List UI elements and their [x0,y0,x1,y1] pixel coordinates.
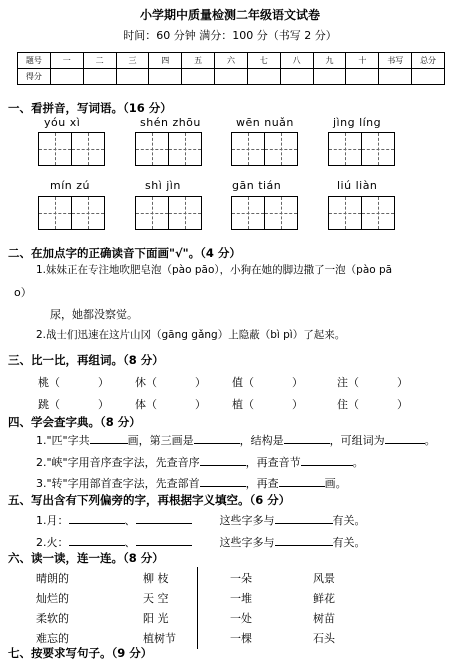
section-1-title: 一、看拼音，写词语。（16 分） [8,101,172,115]
score-header-cell: 九 [313,53,346,69]
match-word[interactable]: 一处 [230,612,252,625]
score-row-label: 得分 [18,69,51,85]
answer-blank[interactable] [194,432,240,444]
score-header-cell: 十 [346,53,379,69]
writing-grid[interactable] [38,196,104,230]
writing-grid[interactable] [328,196,394,230]
section-6-title: 六、读一读，连一连。（8 分） [8,551,164,565]
score-table [17,52,445,85]
compare-item: 体（ ） [135,398,206,411]
section-7-title: 七、按要求写句子。（9 分） [8,646,153,660]
pinyin-label: shén zhōu [140,116,201,129]
match-word[interactable]: 植树节 [143,632,176,645]
score-header-cell: 六 [215,53,248,69]
writing-grid[interactable] [135,132,201,166]
score-header-cell: 题号 [18,53,51,69]
question-text: o） [14,286,32,299]
score-header-cell: 一 [50,53,83,69]
exam-title: 小学期中质量检测二年级语文试卷 [139,8,320,22]
question-text: 1.月： 、 这些字多与 有关。 [36,514,366,527]
score-header-cell: 七 [247,53,280,69]
score-header-cell: 三 [116,53,149,69]
match-word[interactable]: 难忘的 [36,632,69,645]
score-cell[interactable] [313,69,346,85]
match-word[interactable]: 鲜花 [313,592,335,605]
match-word[interactable]: 一棵 [230,632,252,645]
score-cell[interactable] [412,69,445,85]
question-text: 2.战士们迅速在这片山冈（gāng gǎng）上隐蔽（bì pì）了起来。 [36,329,346,341]
answer-blank[interactable] [136,512,192,524]
match-word[interactable]: 树苗 [313,612,335,625]
score-header-cell: 五 [182,53,215,69]
section-5-title: 五、写出含有下列偏旁的字，再根据字义填空。（6 分） [8,493,291,507]
writing-grid[interactable] [231,132,297,166]
score-header-cell: 总分 [412,53,445,69]
pinyin-label: liú liàn [337,179,378,192]
writing-grid[interactable] [38,132,104,166]
answer-blank[interactable] [275,512,333,524]
section-3-title: 三、比一比，再组词。（8 分） [8,353,164,367]
answer-blank[interactable] [284,432,330,444]
answer-blank[interactable] [275,534,333,546]
pinyin-label: jìng líng [333,116,382,129]
writing-grid[interactable] [135,196,201,230]
score-cell[interactable] [116,69,149,85]
compare-item: 跳（ ） [38,398,109,411]
score-cell[interactable] [346,69,379,85]
score-cell[interactable] [149,69,182,85]
match-word[interactable]: 柔软的 [36,612,69,625]
match-word[interactable]: 晴朗的 [36,572,69,585]
match-word[interactable]: 石头 [313,632,335,645]
score-cell[interactable] [215,69,248,85]
compare-item: 休（ ） [135,376,206,389]
question-text: 2."峡"字用音序查字法，先查音序 ，再查音节 。 [36,456,364,469]
score-cell[interactable] [379,69,412,85]
score-header-cell: 书写 [379,53,412,69]
score-header-cell: 八 [280,53,313,69]
writing-grid[interactable] [328,132,394,166]
question-text: 2.火： 、 这些字多与 有关。 [36,536,366,549]
match-word[interactable]: 阳 光 [143,612,169,625]
compare-item: 桃（ ） [38,376,109,389]
match-word[interactable]: 风景 [313,572,335,585]
answer-blank[interactable] [385,432,425,444]
answer-blank[interactable] [69,512,125,524]
score-cell[interactable] [50,69,83,85]
score-table-score-row [18,69,445,85]
score-cell[interactable] [280,69,313,85]
question-text: 1."匹"字共 画，第三画是 ，结构是 ，可组词为 。 [36,434,436,447]
compare-item: 植（ ） [232,398,303,411]
score-cell[interactable] [182,69,215,85]
exam-info: 时间：60 分钟 满分：100 分（书写 2 分） [123,29,337,42]
answer-blank[interactable] [136,534,192,546]
column-divider [197,567,198,649]
question-text: 尿，她都没察觉。 [50,308,138,321]
score-cell[interactable] [247,69,280,85]
answer-blank[interactable] [200,475,246,487]
answer-blank[interactable] [69,534,125,546]
answer-blank[interactable] [279,475,325,487]
pinyin-label: gān tián [232,179,282,192]
match-word[interactable]: 一朵 [230,572,252,585]
pinyin-label: mín zú [50,179,90,192]
writing-grid[interactable] [231,196,297,230]
answer-blank[interactable] [301,454,353,466]
section-2-title: 二、在加点字的正确读音下面画"√"。（4 分） [8,246,241,260]
score-table-header-row [18,53,445,69]
answer-blank[interactable] [200,454,246,466]
pinyin-label: shì jìn [145,179,181,192]
pinyin-label: wēn nuǎn [236,116,294,129]
pinyin-label: yóu xì [44,116,81,129]
score-cell[interactable] [83,69,116,85]
match-word[interactable]: 柳 枝 [143,572,169,585]
answer-blank[interactable] [90,432,128,444]
compare-item: 住（ ） [337,398,408,411]
match-word[interactable]: 一堆 [230,592,252,605]
compare-item: 值（ ） [232,376,303,389]
match-word[interactable]: 灿烂的 [36,592,69,605]
question-text: 3."转"字用部首查字法，先查部首 ，再查 画。 [36,477,347,490]
question-text: 1.妹妹正在专注地吹肥皂泡（pào pāo），小狗在她的脚边撒了一泡（pào pā [36,264,393,276]
score-header-cell: 四 [149,53,182,69]
score-header-cell: 二 [83,53,116,69]
compare-item: 注（ ） [337,376,408,389]
match-word[interactable]: 天 空 [143,592,169,605]
section-4-title: 四、学会查字典。（8 分） [8,415,141,429]
